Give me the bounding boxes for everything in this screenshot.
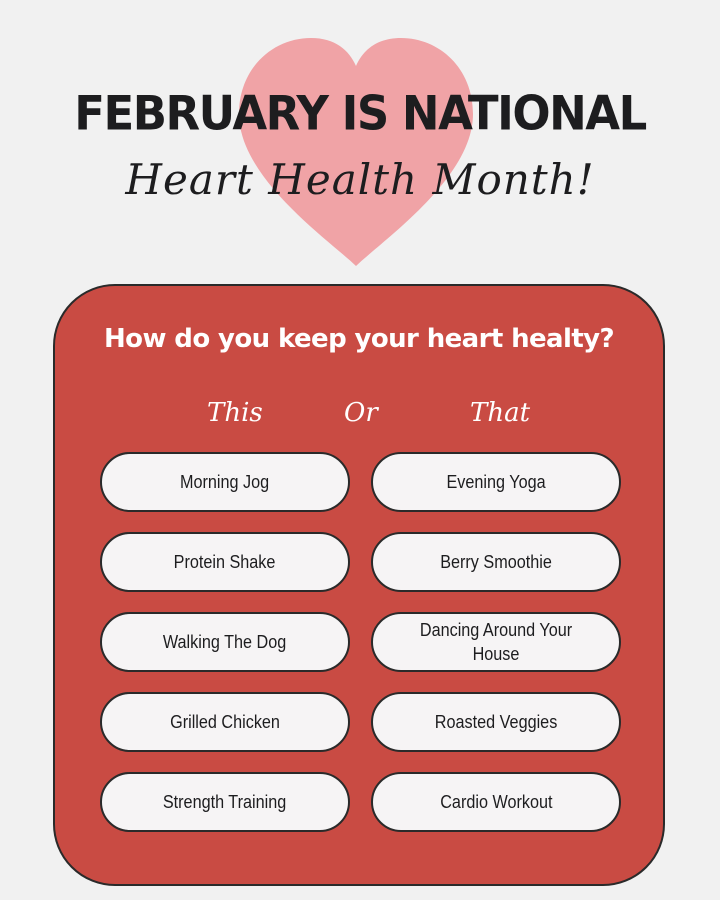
option-this-4[interactable]: Grilled Chicken	[100, 692, 350, 752]
option-that-2[interactable]: Berry Smoothie	[371, 532, 621, 592]
option-that-4[interactable]: Roasted Veggies	[371, 692, 621, 752]
option-that-3[interactable]: Dancing Around Your House	[371, 612, 621, 672]
page-title: FEBRUARY IS NATIONAL	[74, 85, 646, 142]
option-that-1[interactable]: Evening Yoga	[371, 452, 621, 512]
options-grid	[55, 286, 663, 884]
column-label-this: This	[207, 398, 263, 428]
column-label-or: Or	[344, 398, 378, 428]
column-label-that: That	[470, 398, 531, 428]
option-this-2[interactable]: Protein Shake	[100, 532, 350, 592]
option-that-5[interactable]: Cardio Workout	[371, 772, 621, 832]
option-this-1[interactable]: Morning Jog	[100, 452, 350, 512]
this-or-that-card	[53, 284, 665, 886]
option-this-3[interactable]: Walking The Dog	[100, 612, 350, 672]
question-heading: How do you keep your heart healty?	[104, 324, 614, 354]
option-this-5[interactable]: Strength Training	[100, 772, 350, 832]
page-subtitle: Heart Health Month!	[125, 155, 595, 204]
